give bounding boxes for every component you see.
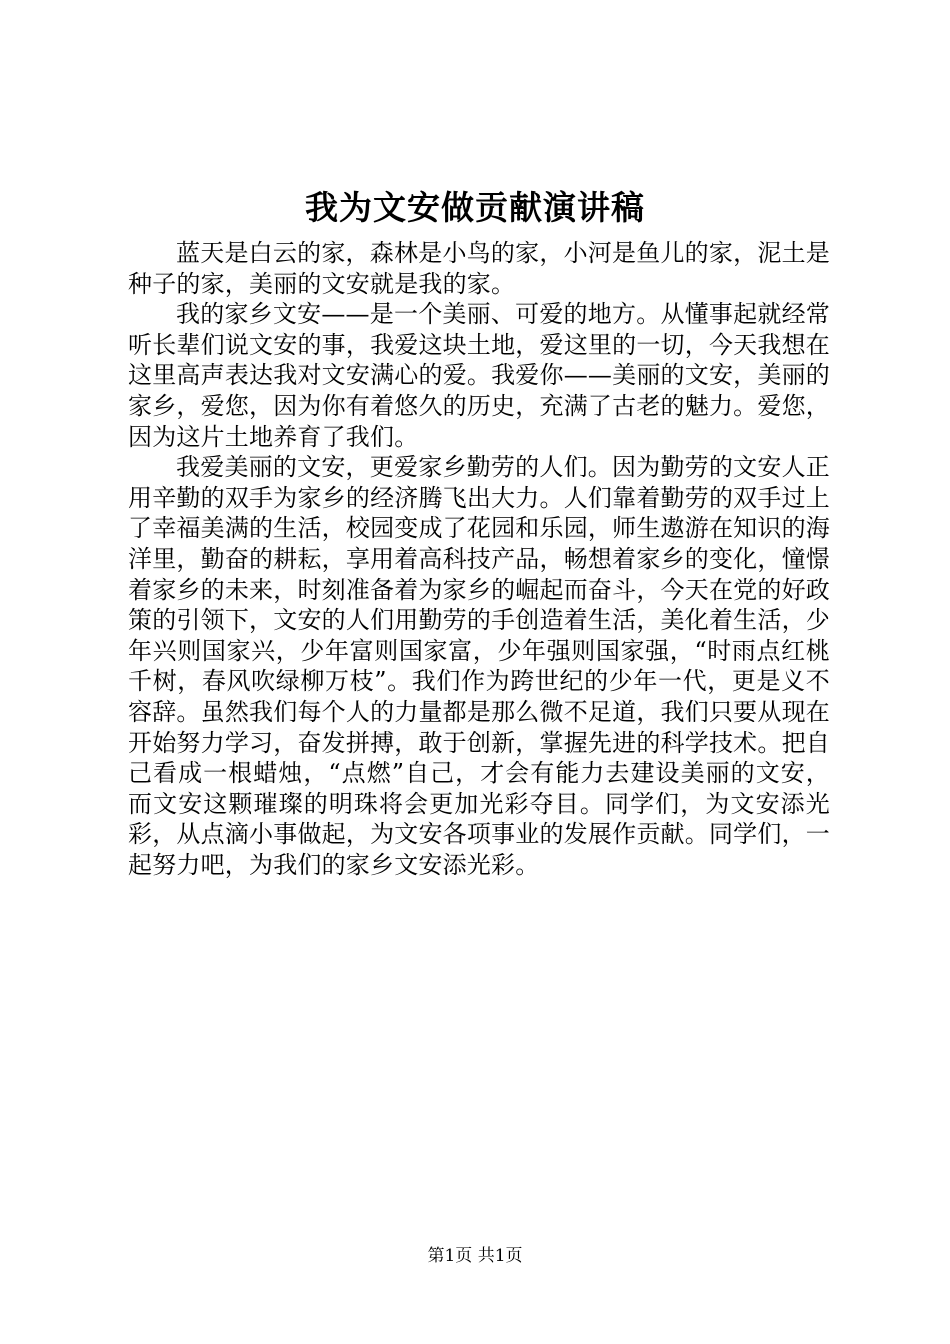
paragraph-2: 我的家乡文安——是一个美丽、可爱的地方。从懂事起就经常听长辈们说文安的事，我爱这块土地，爱这里的一切，今天我想在这里高声表达我对文安满心的爱。我爱你——美丽的文安，美丽的家乡，爱您，因为你有着悠久的历史，充满了古老的魅力。爱您，因为这片土地养育了我们。 <box>128 300 830 451</box>
paragraph-3: 我爱美丽的文安，更爱家乡勤劳的人们。因为勤劳的文安人正用辛勤的双手为家乡的经济腾飞出大力。人们靠着勤劳的双手过上了幸福美满的生活，校园变成了花园和乐园，师生遨游在知识的海洋里，勤奋的耕耘，享用着高科技产品，畅想着家乡的变化，憧憬着家乡的未来，时刻准备着为家乡的崛起而奋斗，今天在党的好政策的引领下，文安的人们用勤劳的手创造着生活，美化着生活，少年兴则国家兴，少年富则国家富，少年强则国家强，“时雨点红桃千树，春风吹绿柳万枝”。我们作为跨世纪的少年一代，更是义不容辞。虽然我们每个人的力量都是那么微不足道，我们只要从现在开始努力学习，奋发拼搏，敢于创新，掌握先进的科学技术。把自己看成一根蜡烛，“点燃”自己，才会有能力去建设美丽的文安，而文安这颗璀璨的明珠将会更加光彩夺目。同学们，为文安添光彩，从点滴小事做起，为文安各项事业的发展作贡献。同学们，一起努力吧，为我们的家乡文安添光彩。 <box>128 453 830 879</box>
page-number-footer: 第1页 共1页 <box>427 1246 523 1266</box>
paragraph-1: 蓝天是白云的家，森林是小鸟的家，小河是鱼儿的家，泥土是种子的家，美丽的文安就是我的家。 <box>128 239 830 298</box>
document-title: 我为文安做贡献演讲稿 <box>305 188 645 227</box>
document-body <box>128 238 830 880</box>
